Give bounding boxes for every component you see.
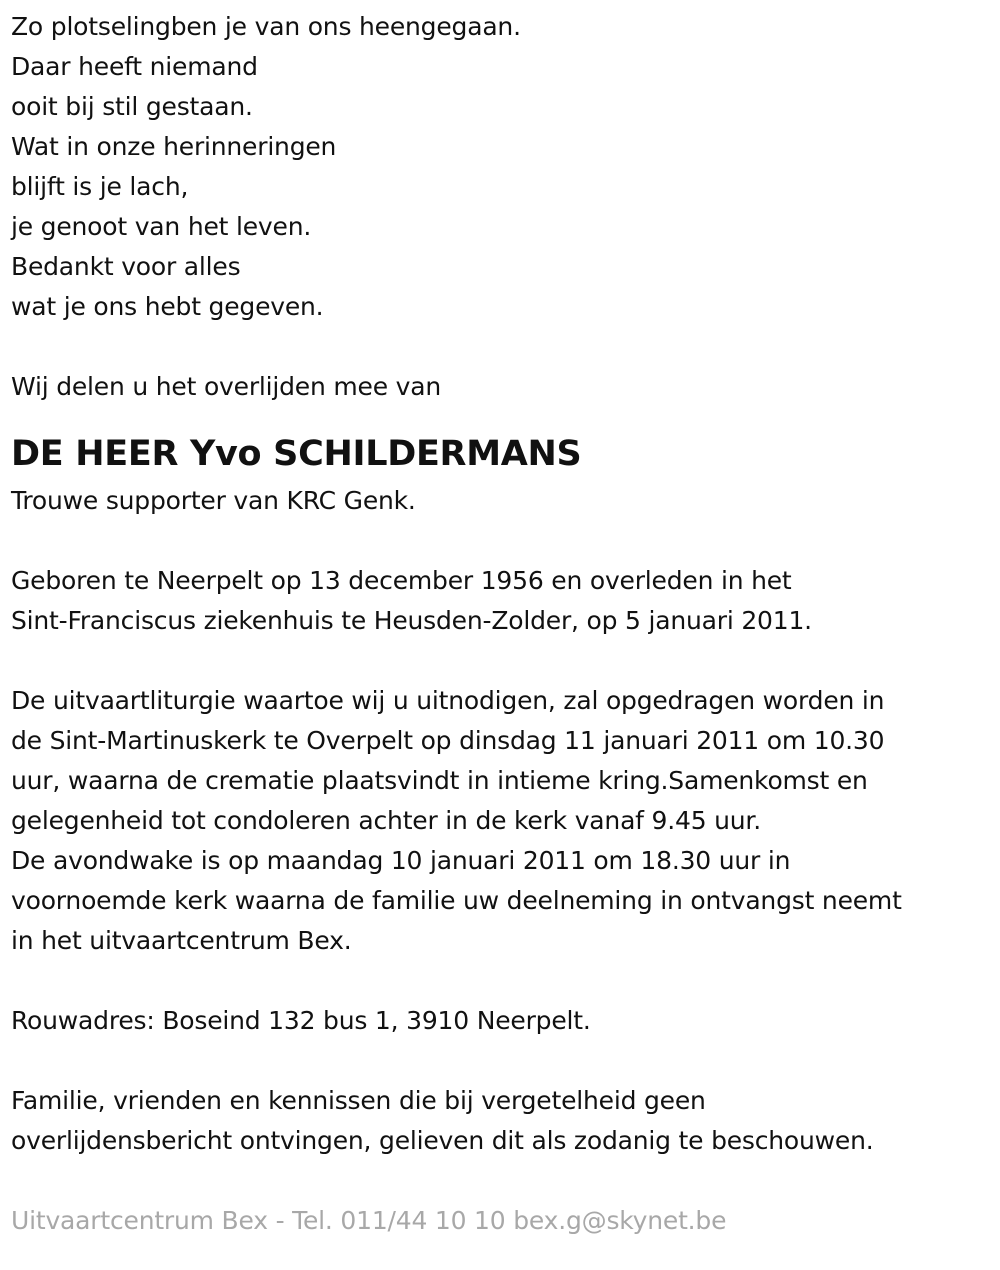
notice-paragraph bbox=[11, 1081, 991, 1161]
deceased-name: DE HEER Yvo SCHILDERMANS bbox=[11, 434, 582, 474]
notice-line: overlijdensbericht ontvingen, gelieven dit als zodanig te beschouwen. bbox=[11, 1126, 874, 1155]
subtitle: Trouwe supporter van KRC Genk. bbox=[11, 486, 416, 515]
poem-line: blijft is je lach, bbox=[11, 172, 189, 201]
poem-line: Bedankt voor alles bbox=[11, 252, 241, 281]
obituary-notice bbox=[11, 7, 991, 1241]
mourning-address: Rouwadres: Boseind 132 bus 1, 3910 Neerpelt. bbox=[11, 1006, 591, 1035]
ceremony-line: de Sint-Martinuskerk te Overpelt op dinsdag 11 januari 2011 om 10.30 bbox=[11, 726, 885, 755]
poem-line: Wat in onze herinneringen bbox=[11, 132, 337, 161]
poem-line: ooit bij stil gestaan. bbox=[11, 92, 253, 121]
ceremony-line: De avondwake is op maandag 10 januari 2011 om 18.30 uur in bbox=[11, 846, 791, 875]
ceremony-line: uur, waarna de crematie plaatsvindt in intieme kring.Samenkomst en bbox=[11, 766, 868, 795]
ceremony-line: in het uitvaartcentrum Bex. bbox=[11, 926, 352, 955]
poem-line: je genoot van het leven. bbox=[11, 212, 312, 241]
ceremony-line: gelegenheid tot condoleren achter in de kerk vanaf 9.45 uur. bbox=[11, 806, 761, 835]
poem-line: Daar heeft niemand bbox=[11, 52, 258, 81]
poem-line: wat je ons hebt gegeven. bbox=[11, 292, 324, 321]
funeral-home-footer: Uitvaartcentrum Bex - Tel. 011/44 10 10 bex.g@skynet.be bbox=[11, 1206, 727, 1235]
birth-death-paragraph bbox=[11, 561, 991, 641]
intro-text: Wij delen u het overlijden mee van bbox=[11, 372, 441, 401]
poem bbox=[11, 7, 991, 327]
ceremony-line: De uitvaartliturgie waartoe wij u uitnodigen, zal opgedragen worden in bbox=[11, 686, 885, 715]
birth-death-line: Geboren te Neerpelt op 13 december 1956 en overleden in het bbox=[11, 566, 792, 595]
birth-death-line: Sint-Franciscus ziekenhuis te Heusden-Zolder, op 5 januari 2011. bbox=[11, 606, 812, 635]
notice-line: Familie, vrienden en kennissen die bij vergetelheid geen bbox=[11, 1086, 706, 1115]
ceremony-line: voornoemde kerk waarna de familie uw deelneming in ontvangst neemt bbox=[11, 886, 902, 915]
ceremony-paragraph bbox=[11, 681, 991, 961]
poem-line: Zo plotselingben je van ons heengegaan. bbox=[11, 12, 521, 41]
